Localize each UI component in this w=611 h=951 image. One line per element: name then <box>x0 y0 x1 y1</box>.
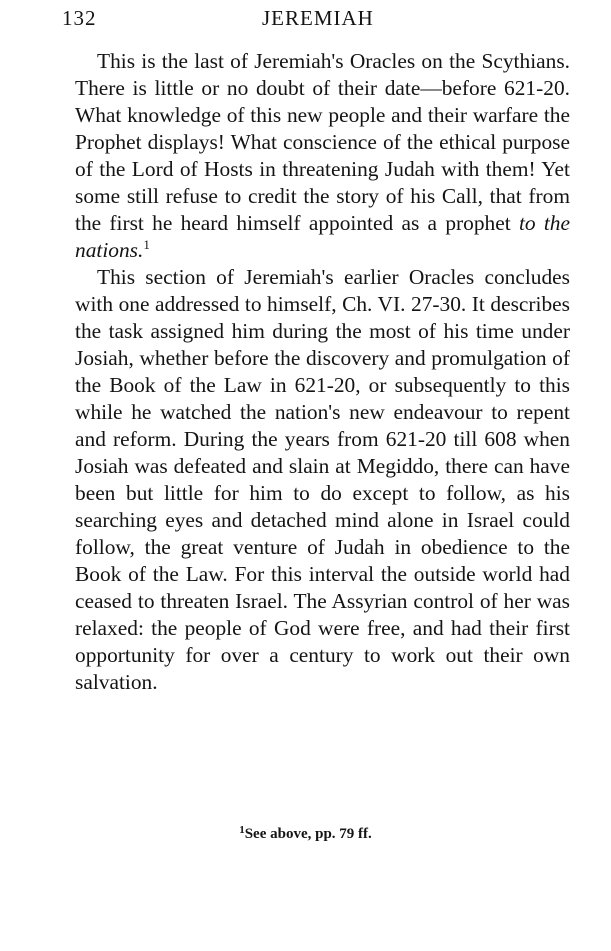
page-number: 132 <box>62 6 97 30</box>
footnote <box>0 826 611 843</box>
paragraph-text: This is the last of Jeremiah's Oracles on the Scythians. There is little or no doubt of their date—before 621-20. What knowledge of this new people and their warfare the Prophet displays! What conscience of the ethical purpose of the Lord of Hosts in threatening Judah with them! Yet some still refuse to credit the story of his Call, that from the first he heard himself appointed as a prophet <box>75 49 570 235</box>
running-head: JEREMIAH <box>262 6 374 30</box>
paragraph <box>75 48 570 264</box>
italic-phrase: to the nations. <box>75 211 571 262</box>
footnote-reference: 1 <box>143 237 150 252</box>
page-header <box>62 6 573 30</box>
body-text <box>75 48 570 696</box>
footnote-text: See above, pp. 79 ff. <box>244 826 372 842</box>
paragraph: This section of Jeremiah's earlier Oracles concludes with one addressed to himself, Ch. VI. 27-30. It describes the task assigned him during the most of his time under Josiah, whether before the discovery and promulgation of the Book of the Law in 621-20, or subsequently to this while he watched the nation's new endeavour to repent and reform. During the years from 621-20 till 608 when Josiah was defeated and slain at Megiddo, there can have been but little for him to do except to follow, as his searching eyes and detached mind alone in Israel could follow, the great venture of Judah in obedience to the Book of the Law. For this interval the outside world had ceased to threaten Israel. The Assyrian control of her was relaxed: the people of God were free, and had their first opportunity for over a century to work out their own salvation. <box>75 265 570 694</box>
footnote-marker: 1 <box>239 824 245 836</box>
